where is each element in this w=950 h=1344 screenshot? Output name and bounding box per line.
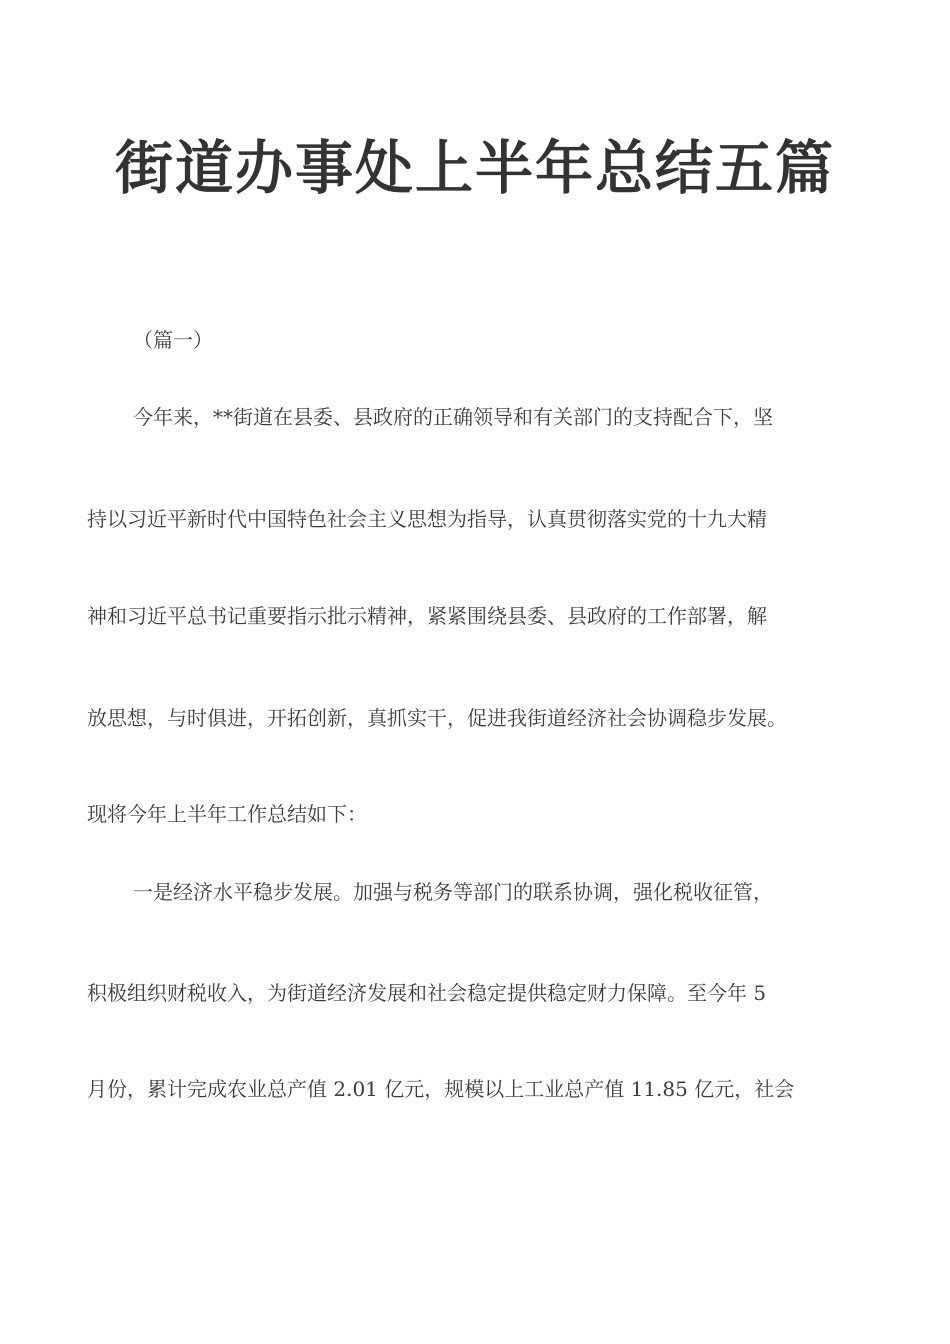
paragraph-line: 一是经济水平稳步发展。加强与税务等部门的联系协调，强化税收征管， — [133, 880, 773, 904]
paragraph-line: 今年来，**街道在县委、县政府的正确领导和有关部门的支持配合下，坚 — [133, 405, 773, 429]
section-label: （篇一） — [133, 328, 213, 352]
paragraph-line: 现将今年上半年工作总结如下： — [87, 802, 367, 826]
paragraph-line: 放思想，与时俱进，开拓创新，真抓实干，促进我街道经济社会协调稳步发展。 — [87, 706, 787, 730]
paragraph-line: 积极组织财税收入，为街道经济发展和社会稳定提供稳定财力保障。至今年 5 — [87, 981, 767, 1005]
document-title: 街道办事处上半年总结五篇 — [114, 134, 835, 202]
paragraph-line: 月份，累计完成农业总产值 2.01 亿元，规模以上工业总产值 11.85 亿元，社会 — [87, 1077, 795, 1101]
paragraph-line: 神和习近平总书记重要指示批示精神，紧紧围绕县委、县政府的工作部署，解 — [87, 604, 767, 628]
paragraph-line: 持以习近平新时代中国特色社会主义思想为指导，认真贯彻落实党的十九大精 — [87, 507, 767, 531]
